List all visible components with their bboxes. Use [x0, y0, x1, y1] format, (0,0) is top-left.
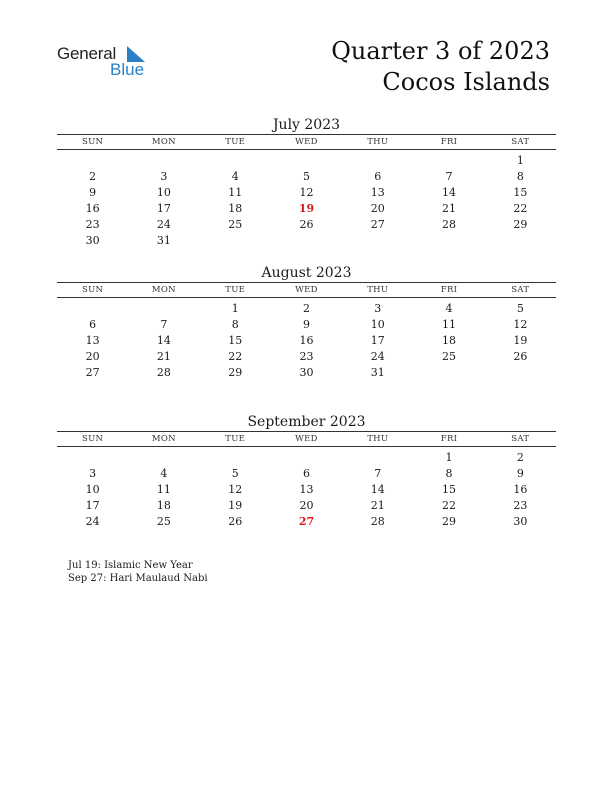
week-row: [57, 232, 556, 248]
day-cell: 2: [302, 301, 310, 315]
day-cell: 21: [156, 349, 171, 363]
day-cell: 24: [156, 217, 171, 231]
day-cell: 27: [85, 365, 100, 379]
empty-day-cell: [128, 150, 199, 169]
day-cell: 29: [513, 217, 528, 231]
day-cell: 8: [231, 317, 239, 331]
weekday-header: TUE: [200, 432, 271, 447]
week-row: [57, 200, 556, 216]
day-cell: 21: [442, 201, 457, 215]
month-july: [57, 116, 556, 248]
empty-day-cell: [485, 232, 556, 248]
month-title: July 2023: [272, 117, 341, 133]
empty-day-cell: [342, 447, 413, 466]
empty-day-cell: [342, 150, 413, 169]
day-cell: 9: [516, 466, 524, 480]
day-cell: 13: [299, 482, 314, 496]
quarter-title: Quarter 3 of 2023: [331, 37, 550, 65]
empty-day-cell: [57, 298, 128, 317]
day-cell: 16: [513, 482, 528, 496]
empty-day-cell: [128, 447, 199, 466]
day-cell: 12: [513, 317, 528, 331]
weekday-header: THU: [342, 135, 413, 150]
holiday-day-cell: 19: [298, 201, 315, 215]
weekday-header: TUE: [200, 135, 271, 150]
empty-day-cell: [57, 447, 128, 466]
week-row: [57, 168, 556, 184]
week-row: [57, 513, 556, 529]
day-cell: 29: [228, 365, 243, 379]
empty-day-cell: [342, 232, 413, 248]
weekday-header-row: [57, 135, 556, 150]
day-cell: 20: [299, 498, 314, 512]
day-cell: 1: [231, 301, 239, 315]
day-cell: 18: [156, 498, 171, 512]
empty-day-cell: [413, 232, 484, 248]
day-cell: 17: [85, 498, 100, 512]
day-cell: 7: [160, 317, 168, 331]
day-cell: 24: [370, 349, 385, 363]
day-cell: 15: [228, 333, 243, 347]
day-cell: 28: [156, 365, 171, 379]
day-cell: 30: [85, 233, 100, 247]
holiday-day-cell: 27: [298, 514, 315, 528]
weekday-header: MON: [128, 135, 199, 150]
country-title: Cocos Islands: [382, 68, 550, 96]
weekday-header: SUN: [57, 283, 128, 298]
logo-text-general: General: [57, 44, 117, 63]
week-row: [57, 150, 556, 169]
weekday-header: WED: [271, 432, 342, 447]
day-cell: 1: [445, 450, 453, 464]
day-cell: 20: [370, 201, 385, 215]
week-row: [57, 184, 556, 200]
week-row: [57, 497, 556, 513]
day-cell: 4: [231, 169, 239, 183]
day-cell: 11: [156, 482, 171, 496]
generalblue-logo: [57, 44, 167, 84]
day-cell: 2: [516, 450, 524, 464]
day-cell: 21: [370, 498, 385, 512]
day-cell: 19: [513, 333, 528, 347]
weekday-header-row: [57, 283, 556, 298]
day-cell: 20: [85, 349, 100, 363]
week-row: [57, 332, 556, 348]
week-row: [57, 364, 556, 380]
day-cell: 8: [445, 466, 453, 480]
weekday-header: MON: [128, 283, 199, 298]
weekday-header: SAT: [485, 283, 556, 298]
day-cell: 10: [85, 482, 100, 496]
day-cell: 10: [370, 317, 385, 331]
day-cell: 23: [85, 217, 100, 231]
day-cell: 16: [299, 333, 314, 347]
day-cell: 25: [442, 349, 457, 363]
weekday-header: MON: [128, 432, 199, 447]
day-cell: 12: [299, 185, 314, 199]
day-cell: 22: [442, 498, 457, 512]
page-title: [331, 36, 550, 98]
week-row: [57, 316, 556, 332]
month-august: [57, 264, 556, 380]
empty-day-cell: [485, 364, 556, 380]
day-cell: 30: [299, 365, 314, 379]
holiday-note: Jul 19: Islamic New Year: [68, 560, 193, 571]
weekday-header: FRI: [413, 283, 484, 298]
empty-day-cell: [128, 298, 199, 317]
calendar-table: [57, 134, 556, 248]
weekday-header: FRI: [413, 135, 484, 150]
day-cell: 30: [513, 514, 528, 528]
day-cell: 31: [370, 365, 385, 379]
weekday-header: SAT: [485, 135, 556, 150]
day-cell: 4: [160, 466, 168, 480]
day-cell: 25: [156, 514, 171, 528]
month-title: August 2023: [261, 265, 352, 281]
day-cell: 29: [442, 514, 457, 528]
week-row: [57, 447, 556, 466]
day-cell: 17: [156, 201, 171, 215]
day-cell: 10: [156, 185, 171, 199]
day-cell: 1: [516, 153, 524, 167]
day-cell: 14: [370, 482, 385, 496]
day-cell: 12: [228, 482, 243, 496]
weekday-header: SAT: [485, 432, 556, 447]
day-cell: 28: [442, 217, 457, 231]
calendar-table: [57, 282, 556, 380]
weekday-header: THU: [342, 283, 413, 298]
logo-text-blue: Blue: [110, 60, 145, 79]
empty-day-cell: [271, 447, 342, 466]
day-cell: 5: [516, 301, 524, 315]
day-cell: 4: [445, 301, 453, 315]
day-cell: 6: [374, 169, 382, 183]
day-cell: 18: [442, 333, 457, 347]
day-cell: 26: [513, 349, 528, 363]
day-cell: 25: [228, 217, 243, 231]
weekday-header: THU: [342, 432, 413, 447]
weekday-header: TUE: [200, 283, 271, 298]
day-cell: 9: [89, 185, 97, 199]
day-cell: 7: [374, 466, 382, 480]
empty-day-cell: [413, 150, 484, 169]
day-cell: 8: [516, 169, 524, 183]
day-cell: 3: [160, 169, 168, 183]
day-cell: 11: [442, 317, 457, 331]
day-cell: 6: [302, 466, 310, 480]
empty-day-cell: [200, 150, 271, 169]
empty-day-cell: [200, 447, 271, 466]
empty-day-cell: [271, 232, 342, 248]
day-cell: 26: [228, 514, 243, 528]
weekday-header: SUN: [57, 135, 128, 150]
day-cell: 31: [156, 233, 171, 247]
day-cell: 14: [442, 185, 457, 199]
weekday-header: WED: [271, 135, 342, 150]
weekday-header: FRI: [413, 432, 484, 447]
day-cell: 23: [513, 498, 528, 512]
day-cell: 5: [302, 169, 310, 183]
day-cell: 6: [89, 317, 97, 331]
day-cell: 2: [89, 169, 97, 183]
day-cell: 27: [370, 217, 385, 231]
day-cell: 13: [370, 185, 385, 199]
week-row: [57, 481, 556, 497]
weekday-header: WED: [271, 283, 342, 298]
day-cell: 22: [513, 201, 528, 215]
weekday-header-row: [57, 432, 556, 447]
day-cell: 7: [445, 169, 453, 183]
day-cell: 11: [228, 185, 243, 199]
day-cell: 3: [89, 466, 97, 480]
day-cell: 22: [228, 349, 243, 363]
day-cell: 3: [374, 301, 382, 315]
week-row: [57, 216, 556, 232]
day-cell: 28: [370, 514, 385, 528]
week-row: [57, 465, 556, 481]
day-cell: 15: [442, 482, 457, 496]
day-cell: 26: [299, 217, 314, 231]
week-row: [57, 348, 556, 364]
month-title: September 2023: [247, 414, 366, 430]
day-cell: 17: [370, 333, 385, 347]
month-september: [57, 413, 556, 529]
empty-day-cell: [413, 364, 484, 380]
day-cell: 14: [156, 333, 171, 347]
day-cell: 23: [299, 349, 314, 363]
day-cell: 15: [513, 185, 528, 199]
day-cell: 18: [228, 201, 243, 215]
day-cell: 19: [228, 498, 243, 512]
empty-day-cell: [57, 150, 128, 169]
holiday-note: Sep 27: Hari Maulaud Nabi: [68, 573, 208, 584]
day-cell: 16: [85, 201, 100, 215]
calendar-table: [57, 431, 556, 529]
week-row: [57, 298, 556, 317]
empty-day-cell: [271, 150, 342, 169]
day-cell: 13: [85, 333, 100, 347]
day-cell: 9: [302, 317, 310, 331]
empty-day-cell: [200, 232, 271, 248]
day-cell: 24: [85, 514, 100, 528]
holiday-notes: [68, 559, 208, 585]
day-cell: 5: [231, 466, 239, 480]
weekday-header: SUN: [57, 432, 128, 447]
